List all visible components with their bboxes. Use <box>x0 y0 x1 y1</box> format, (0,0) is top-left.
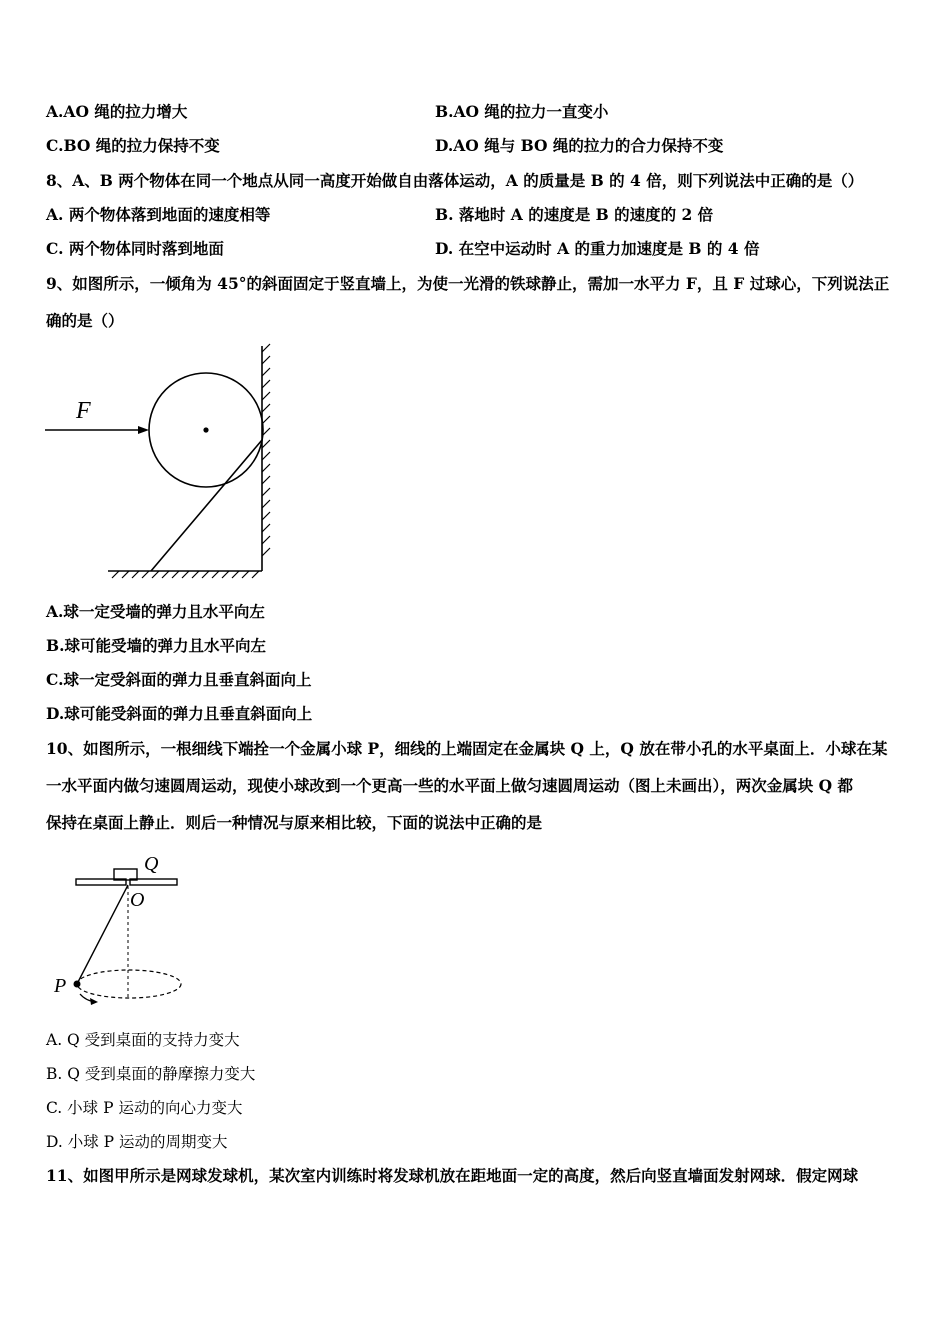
q7-option-d: D.AO 绳与 BO 绳的拉力的合力保持不变 <box>435 136 724 155</box>
q10-stem-line2: 一水平面内做匀速圆周运动，现使小球改到一个更高一些的水平面上做匀速圆周运动（图上未画出），两次金属块 Q 都 <box>46 776 854 795</box>
q7-option-b: B.AO 绳的拉力一直变小 <box>435 102 609 121</box>
q8-stem: 8、A、B 两个物体在同一个地点从同一高度开始做自由落体运动，A 的质量是 B 的 4 倍，则下列说法中正确的是（） <box>46 171 864 190</box>
q10-stem-line3: 保持在桌面上静止．则后一种情况与原来相比较，下面的说法中正确的是 <box>46 813 543 832</box>
q9-stem-line1: 9、如图所示，一倾角为 45°的斜面固定于竖直墙上，为使一光滑的铁球静止，需加一水平力 F，且 F 过球心，下列说法正 <box>46 274 890 293</box>
q8-option-c: C. 两个物体同时落到地面 <box>46 239 224 258</box>
q10-figure-label-q: Q <box>144 853 159 875</box>
q10-stem-line1: 10、如图所示，一根细线下端拴一个金属小球 P，细线的上端固定在金属块 Q 上，Q 放在带小孔的水平桌面上．小球在某 <box>46 739 888 758</box>
q10-option-c: C. 小球 P 运动的向心力变大 <box>46 1099 243 1117</box>
q10-figure-label-p: P <box>54 975 67 997</box>
q9-figure-label-f: F <box>76 398 91 424</box>
q10-option-a: A. Q 受到桌面的支持力变大 <box>46 1031 240 1049</box>
q7-option-c: C.BO 绳的拉力保持不变 <box>46 136 220 155</box>
q9-option-a: A.球一定受墙的弹力且水平向左 <box>46 602 265 621</box>
q8-option-d: D. 在空中运动时 A 的重力加速度是 B 的 4 倍 <box>435 239 760 258</box>
q10-figure-label-o: O <box>130 889 145 911</box>
q8-option-a: A. 两个物体落到地面的速度相等 <box>46 205 271 224</box>
q9-option-d: D.球可能受斜面的弹力且垂直斜面向上 <box>46 704 313 723</box>
q10-figure <box>50 848 200 1008</box>
q10-option-d: D. 小球 P 运动的周期变大 <box>46 1133 228 1151</box>
q11-stem-line1: 11、如图甲所示是网球发球机，某次室内训练时将发球机放在距地面一定的高度，然后向竖直墙面发射网球．假定网球 <box>46 1166 859 1185</box>
q9-option-b: B.球可能受墙的弹力且水平向左 <box>46 636 266 655</box>
q7-option-a: A.AO 绳的拉力增大 <box>46 102 188 121</box>
q10-option-b: B. Q 受到桌面的静摩擦力变大 <box>46 1065 256 1083</box>
q9-option-c: C.球一定受斜面的弹力且垂直斜面向上 <box>46 670 312 689</box>
q9-stem-line2: 确的是（） <box>46 311 124 330</box>
q8-option-b: B. 落地时 A 的速度是 B 的速度的 2 倍 <box>435 205 714 224</box>
q9-figure <box>40 342 300 582</box>
